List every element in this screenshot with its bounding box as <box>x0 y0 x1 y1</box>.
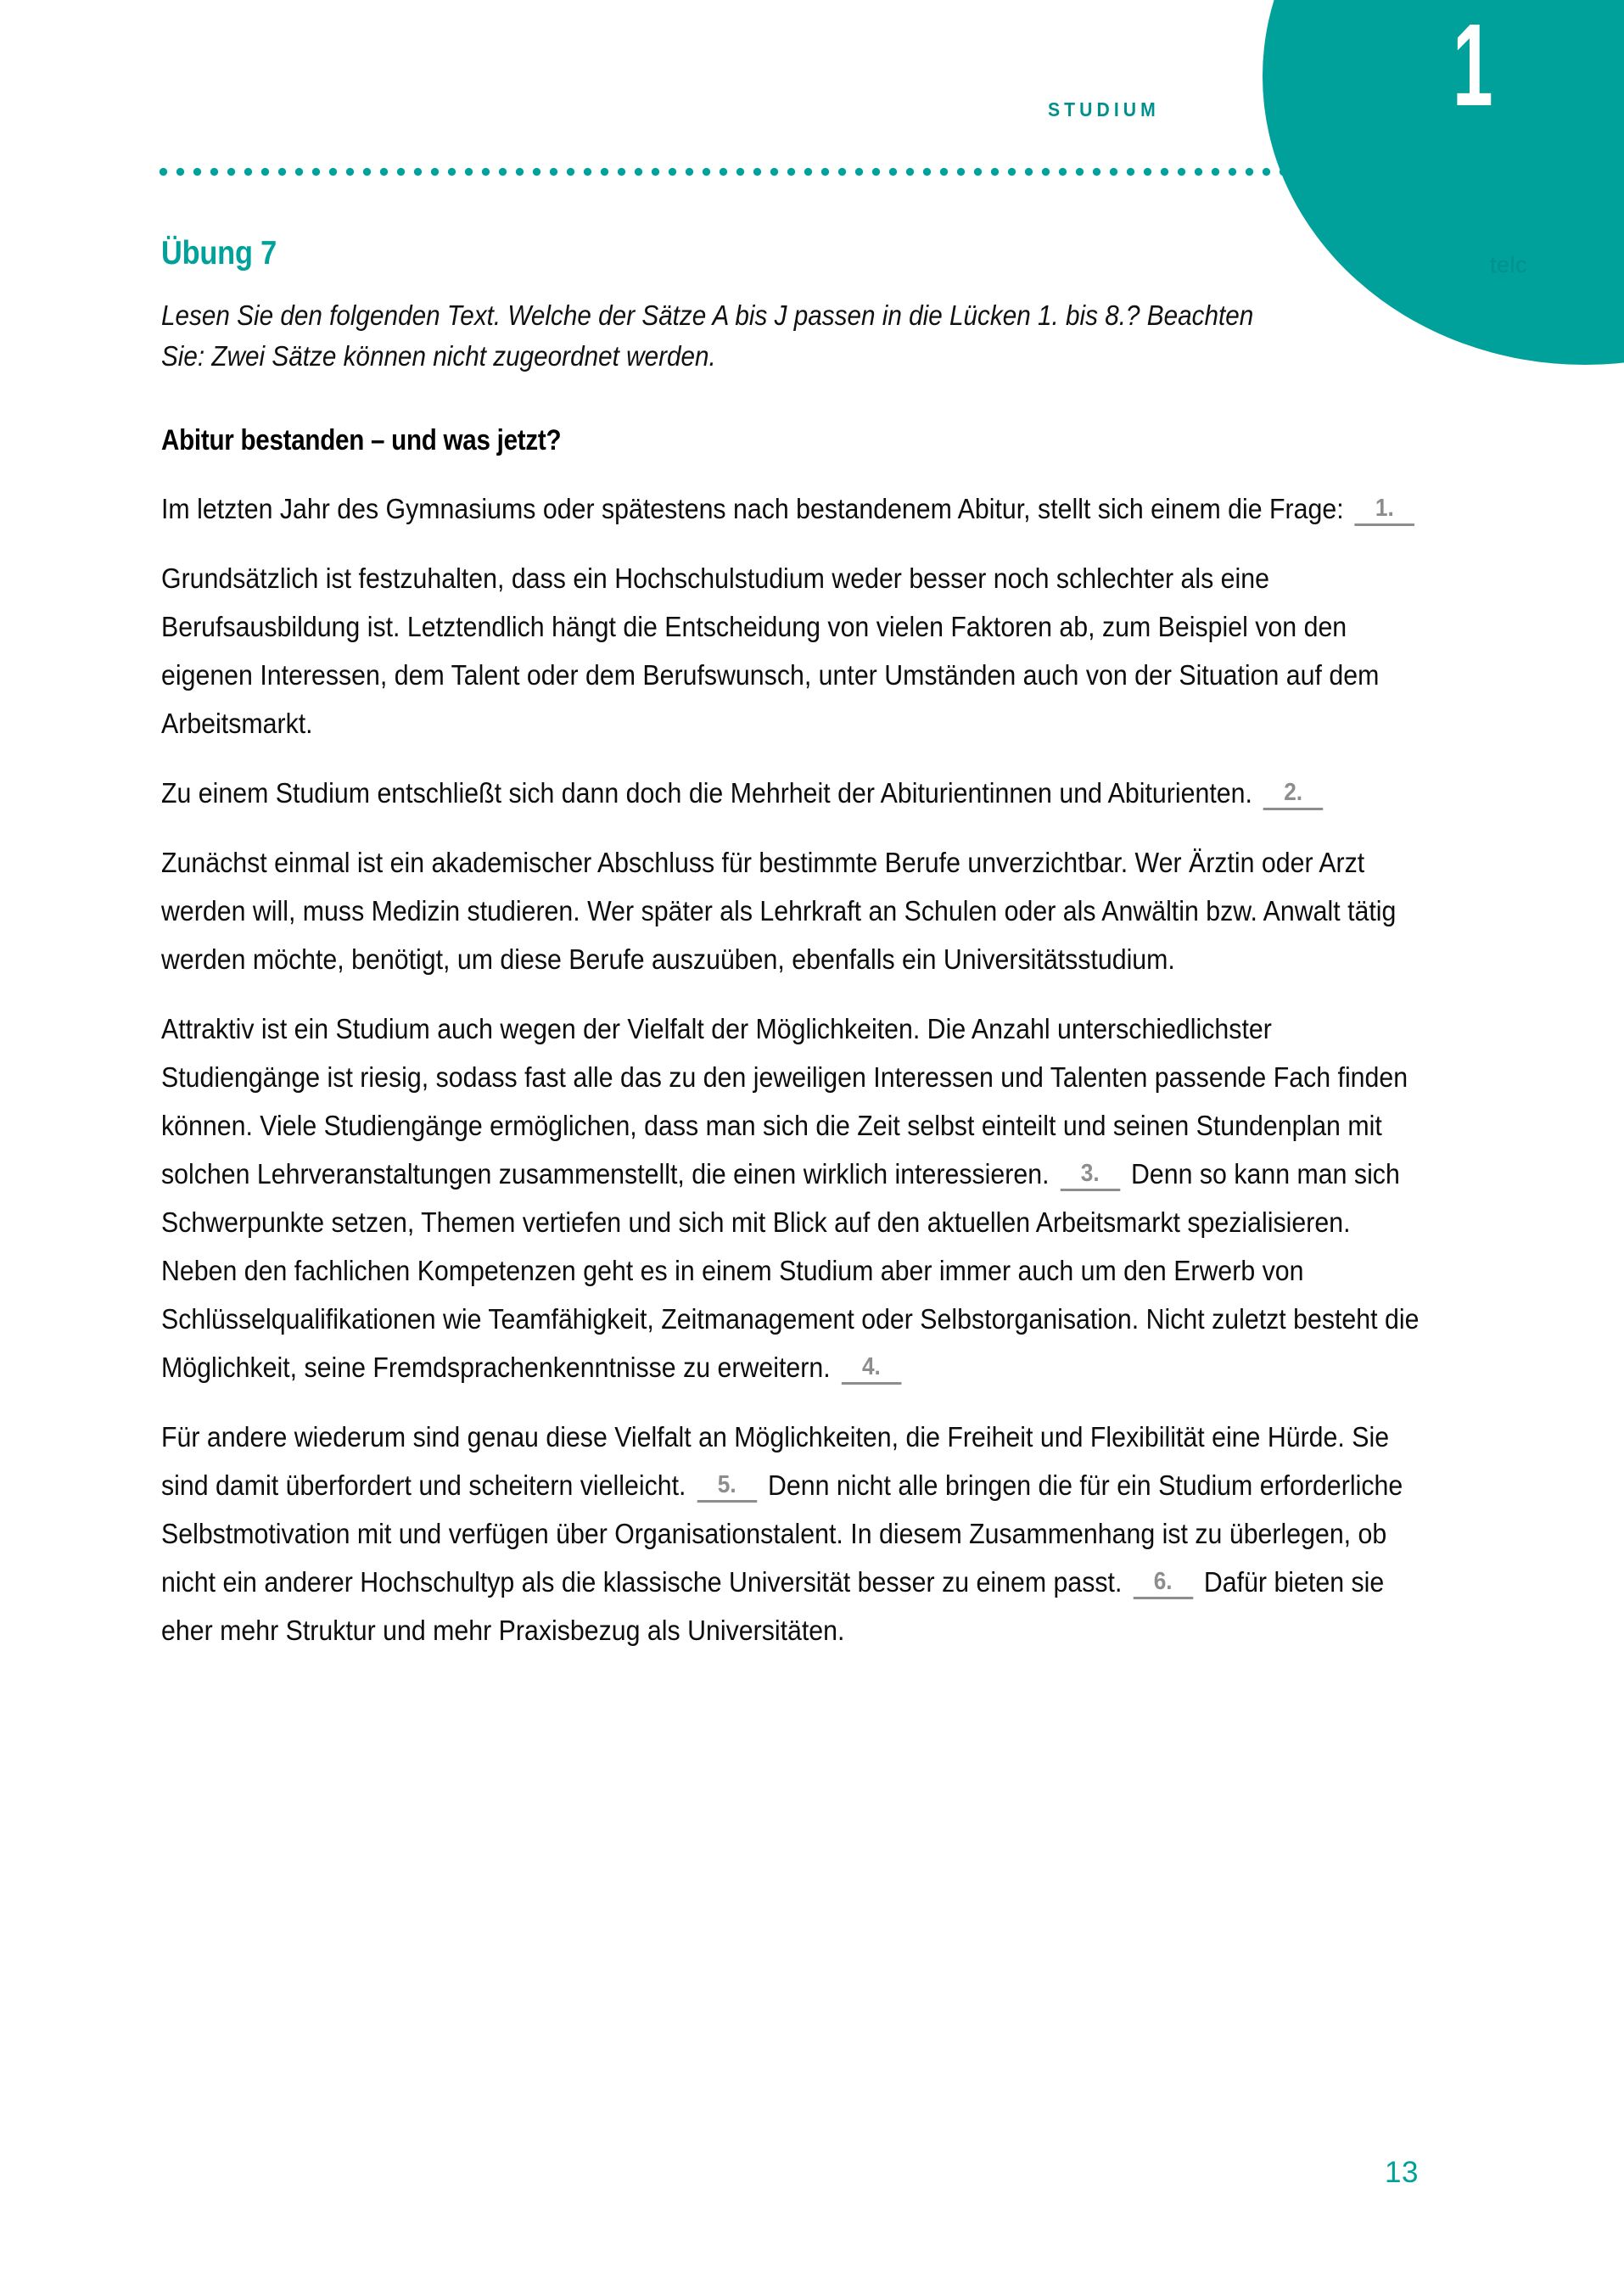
paragraph <box>161 485 1430 534</box>
paragraph <box>161 1413 1430 1655</box>
paragraph <box>161 1005 1430 1392</box>
exercise-instruction: Lesen Sie den folgenden Text. Welche der Sätze A bis J passen in die Lücken 1. bis 8.? Beachten Sie: Zwei Sätze können nicht zugeordnet werden. <box>161 299 1254 372</box>
exercise-title: Übung 7 <box>161 235 277 271</box>
paragraph-text: Grundsätzlich ist festzuhalten, dass ein Hochschulstudium weder besser noch schlechter als eine Berufsausbildung ist. Letztendlich hängt die Entscheidung von vielen Faktoren ab, zum Beispiel von den eigenen Interessen, dem Talent oder dem Berufswunsch, unter Umständen auch von der Situation auf dem Arbeitsmarkt. <box>161 563 1380 740</box>
gap-blank-4[interactable]: 4. <box>842 1352 902 1385</box>
section-label: STUDIUM <box>1048 98 1160 120</box>
paragraph-text: Dafür bieten sie eher mehr Struktur und mehr Praxisbezug als Universitäten. <box>161 1567 1385 1647</box>
page-number: 13 <box>1385 2156 1419 2189</box>
telc-logo-text: telc <box>1489 251 1528 277</box>
chapter-number: 1 <box>1453 0 1492 131</box>
article-body <box>161 485 1430 1655</box>
gap-blank-2[interactable]: 2. <box>1263 777 1324 810</box>
paragraph-text: Im letzten Jahr des Gymnasiums oder spätestens nach bestandenem Abitur, stellt sich einem die Frage: <box>161 494 1344 525</box>
paragraph <box>161 839 1430 984</box>
dotted-divider <box>159 167 1338 176</box>
gap-blank-3[interactable]: 3. <box>1060 1158 1120 1191</box>
gap-blank-5[interactable]: 5. <box>697 1469 757 1503</box>
telc-logo-badge <box>1476 232 1542 299</box>
gap-blank-6[interactable]: 6. <box>1133 1566 1193 1599</box>
paragraph-text: Zunächst einmal ist ein akademischer Abschluss für bestimmte Berufe unverzichtbar. Wer Ärztin oder Arzt werden will, muss Medizin studieren. Wer später als Lehrkraft an Schulen oder als Anwältin bzw. Anwalt tätig werden möchte, benötigt, um diese Berufe auszuüben, ebenfalls ein Universitätsstudium. <box>161 848 1397 976</box>
paragraph-text: Für andere wiederum sind genau diese Vielfalt an Möglichkeiten, die Freiheit und Flexibilität eine Hürde. Sie sind damit überfordert und scheitern vielleicht. <box>161 1422 1390 1502</box>
paragraph-text: Zu einem Studium entschließt sich dann doch die Mehrheit der Abiturientinnen und Abiturienten. <box>161 778 1252 809</box>
paragraph-text: Denn so kann man sich Schwerpunkte setzen, Themen vertiefen und sich mit Blick auf den aktuellen Arbeitsmarkt spezialisieren. Neben den fachlichen Kompetenzen geht es in einem Studium aber immer auch um den Erwerb von Schlüsselqualifikationen wie Teamfähigkeit, Zeitmanagement oder Selbstorganisation. Nicht zuletzt besteht die Möglichkeit, seine Fremdsprachenkenntnisse zu erweitern. <box>161 1159 1420 1384</box>
gap-blank-1[interactable]: 1. <box>1355 493 1415 526</box>
article-title: Abitur bestanden – und was jetzt? <box>161 424 562 456</box>
paragraph-text: Attraktiv ist ein Studium auch wegen der Vielfalt der Möglichkeiten. Die Anzahl unterschiedlichster Studiengänge ist riesig, sodass fast alle das zu den jeweiligen Interessen und Talenten passende Fach finden können. Viele Studiengänge ermöglichen, dass man sich die Zeit selbst einteilt und seinen Stundenplan mit solchen Lehrveranstaltungen zusammenstellt, die einen wirklich interessieren. <box>161 1014 1408 1190</box>
paragraph <box>161 555 1430 748</box>
chapter-blob-decoration <box>1263 0 1624 365</box>
paragraph <box>161 770 1430 818</box>
paragraph-text: Denn nicht alle bringen die für ein Studium erforderliche Selbstmotivation mit und verfügen über Organisationstalent. In diesem Zusammenhang ist zu überlegen, ob nicht ein anderer Hochschultyp als die klassische Universität besser zu einem passt. <box>161 1470 1403 1598</box>
